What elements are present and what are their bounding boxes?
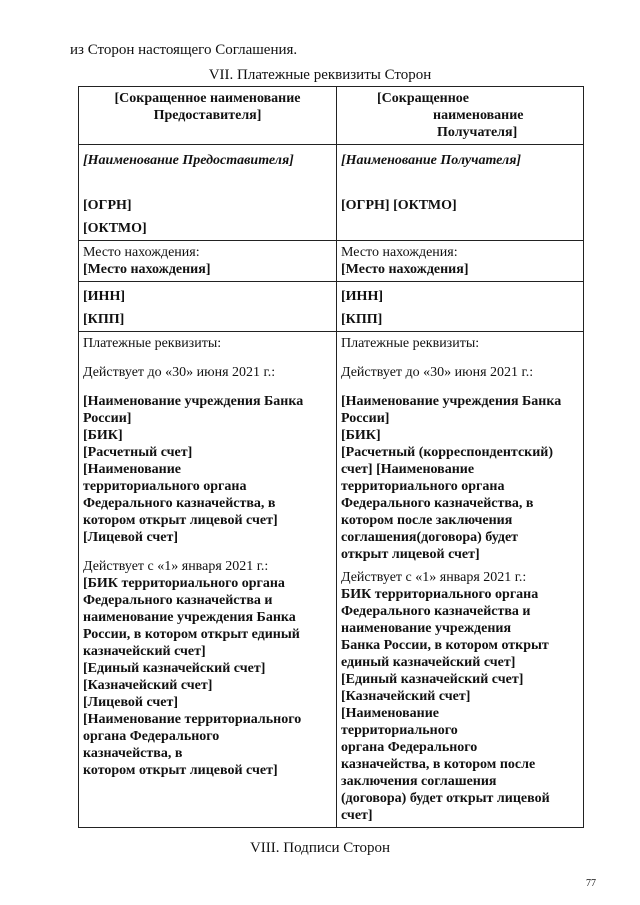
left-valid-from: Действует с «1» января 2021 г.: <box>83 559 269 574</box>
left-block2-line: Федерального казначейства и <box>83 593 273 608</box>
cell-left-location <box>79 241 337 282</box>
left-block1-line: [Наименование учреждения Банка <box>83 394 304 409</box>
right-location-value: [Место нахождения] <box>341 262 469 277</box>
right-block2-line: [Единый казначейский счет] <box>341 672 524 687</box>
left-location-label: Место нахождения: <box>83 245 200 260</box>
table-row-location <box>79 241 584 282</box>
right-block1-line: котором после заключения <box>341 513 513 528</box>
left-header-line-1: [Сокращенное наименование <box>114 91 301 106</box>
left-block2-line: органа Федерального <box>83 729 220 744</box>
right-block2-line: территориального <box>341 723 458 738</box>
right-block2-line: единый казначейский счет] <box>341 655 516 670</box>
left-block1-line: территориального органа <box>83 479 247 494</box>
right-block1-line: [БИК] <box>341 428 381 443</box>
left-block2-line: России, в котором открыт единый <box>83 627 300 642</box>
right-block1-line: территориального органа <box>341 479 505 494</box>
right-block2-line: [Наименование <box>341 706 439 721</box>
right-block-2 <box>341 586 579 824</box>
left-block2-line: [Лицевой счет] <box>83 695 179 710</box>
right-name: [Наименование Получателя] <box>341 153 522 168</box>
page-number: 77 <box>586 878 596 889</box>
cell-right-header <box>337 87 584 145</box>
cell-right-names <box>337 145 584 241</box>
right-block2-line: наименование учреждения <box>341 621 512 636</box>
left-block1-line: [Расчетный счет] <box>83 445 193 460</box>
right-block2-line: заключения соглашения <box>341 774 497 789</box>
left-block2-line: казначейский счет] <box>83 644 206 659</box>
left-block2-line: [Казначейский счет] <box>83 678 213 693</box>
cell-right-location <box>337 241 584 282</box>
right-valid-from: Действует с «1» января 2021 г.: <box>341 570 527 585</box>
right-payment-label: Платежные реквизиты: <box>341 336 480 351</box>
right-ogrn-oktmo: [ОГРН] [ОКТМО] <box>341 198 457 213</box>
left-location-value: [Место нахождения] <box>83 262 211 277</box>
left-block1-line: котором открыт лицевой счет] <box>83 513 278 528</box>
left-valid-until: Действует до «30» июня 2021 г.: <box>83 365 276 380</box>
table-row-names <box>79 145 584 241</box>
right-block1-line: соглашения(договора) будет <box>341 530 519 545</box>
right-block1-line: [Наименование учреждения Банка <box>341 394 562 409</box>
cell-right-inn-kpp <box>337 282 584 332</box>
right-block2-line: (договора) будет открыт лицевой <box>341 791 550 806</box>
left-block1-line: [Наименование <box>83 462 181 477</box>
right-header-line-1: [Сокращенное <box>377 91 470 106</box>
left-ogrn: [ОГРН] <box>83 198 132 213</box>
right-block2-line: Банка России, в котором открыт <box>341 638 549 653</box>
cell-left-header <box>79 87 337 145</box>
left-oktmo: [ОКТМО] <box>83 221 147 236</box>
right-inn: [ИНН] <box>341 289 383 304</box>
left-block2-line: [БИК территориального органа <box>83 576 285 591</box>
left-name: [Наименование Предоставителя] <box>83 153 294 168</box>
left-block2-line: казначейства, в <box>83 746 183 761</box>
left-block2-line: [Наименование территориального <box>83 712 302 727</box>
table-row-inn-kpp <box>79 282 584 332</box>
left-header-line-2: Предоставителя] <box>153 108 262 123</box>
cell-left-names <box>79 145 337 241</box>
right-block2-line: счет] <box>341 808 373 823</box>
cell-left-inn-kpp <box>79 282 337 332</box>
right-block2-line: БИК территориального органа <box>341 587 539 602</box>
right-kpp: [КПП] <box>341 312 383 327</box>
right-block1-line: России] <box>341 411 390 426</box>
section-8-title: VIII. Подписи Сторон <box>249 840 391 856</box>
right-header-line-2: наименование <box>433 108 524 123</box>
left-block2-line: котором открыт лицевой счет] <box>83 763 278 778</box>
left-block1-line: [БИК] <box>83 428 123 443</box>
cell-right-payment <box>337 332 584 828</box>
left-payment-label: Платежные реквизиты: <box>83 336 222 351</box>
left-block1-line: России] <box>83 411 132 426</box>
left-block-1 <box>83 393 332 546</box>
right-header-line-3: Получателя] <box>437 125 518 140</box>
left-block2-line: [Единый казначейский счет] <box>83 661 266 676</box>
right-block1-line: [Расчетный (корреспондентский) <box>341 445 554 460</box>
payment-requisites-table <box>78 86 584 828</box>
right-location-label: Место нахождения: <box>341 245 458 260</box>
right-block2-line: [Казначейский счет] <box>341 689 471 704</box>
cell-left-payment <box>79 332 337 828</box>
right-block2-line: казначейства, в котором после <box>341 757 536 772</box>
left-block-2 <box>83 575 332 779</box>
right-block1-line: открыт лицевой счет] <box>341 547 480 562</box>
left-inn: [ИНН] <box>83 289 125 304</box>
right-block1-line: Федерального казначейства, в <box>341 496 534 511</box>
right-valid-until: Действует до «30» июня 2021 г.: <box>341 365 534 380</box>
right-block2-line: Федерального казначейства и <box>341 604 531 619</box>
section-7-title: VII. Платежные реквизиты Сторон <box>208 67 432 83</box>
left-block1-line: Федерального казначейства, в <box>83 496 276 511</box>
intro-line: из Сторон настоящего Соглашения. <box>70 42 298 58</box>
left-block1-line: [Лицевой счет] <box>83 530 179 545</box>
left-block2-line: наименование учреждения Банка <box>83 610 296 625</box>
right-block1-line: счет] [Наименование <box>341 462 475 477</box>
table-row-payment <box>79 332 584 828</box>
left-kpp: [КПП] <box>83 312 125 327</box>
right-block2-line: органа Федерального <box>341 740 478 755</box>
right-block-1 <box>341 393 579 563</box>
table-row-header <box>79 87 584 145</box>
